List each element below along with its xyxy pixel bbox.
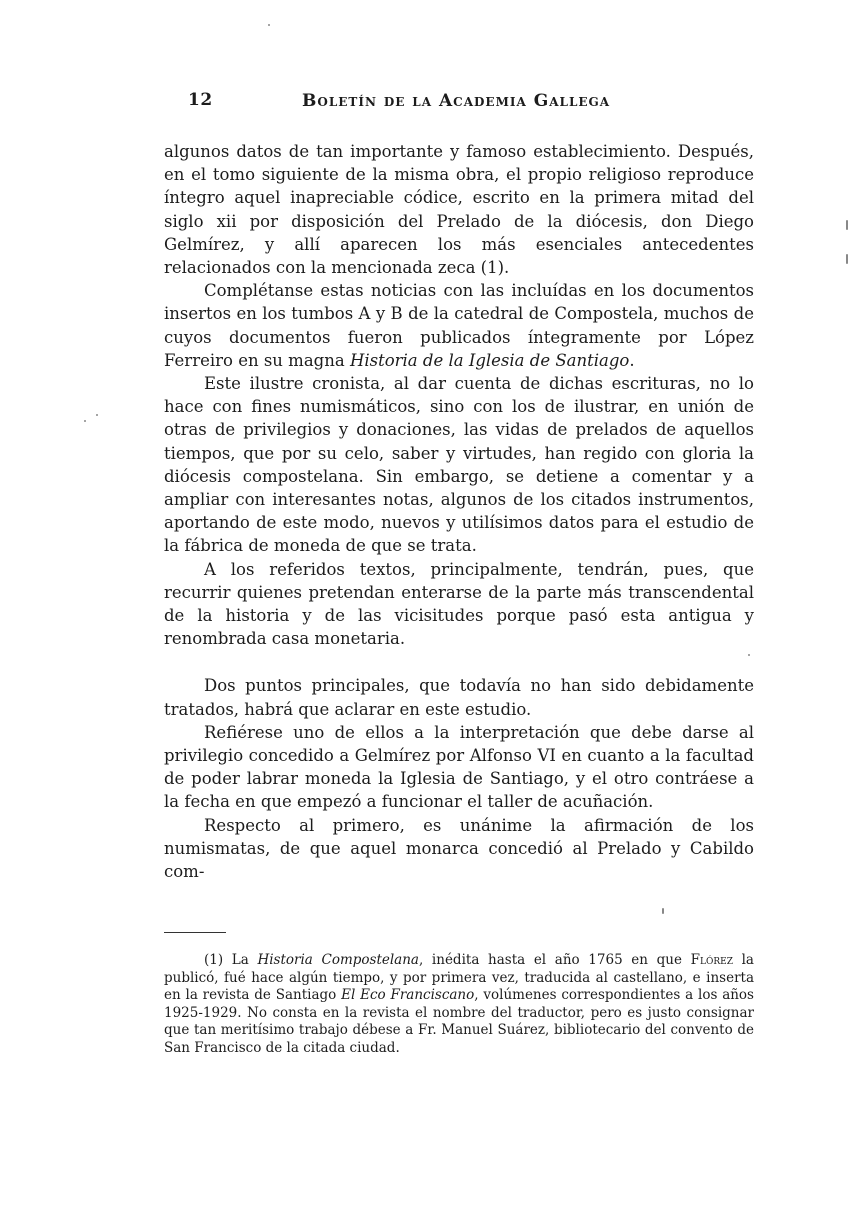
footnote-text: La: [223, 952, 258, 968]
paragraph-2: [164, 279, 754, 372]
footnotes: [164, 952, 754, 1058]
body-text: [164, 140, 754, 883]
scan-speck: [268, 24, 270, 26]
footnote-marker: (1): [204, 952, 224, 968]
scan-speck: [96, 414, 98, 416]
footnote-text: , inédita hasta el año 1765 en que: [418, 952, 691, 968]
paragraph-3: Este ilustre cronista, al dar cuenta de dichas escrituras, no lo hace con fines numismáticos, sino con los de ilustrar, en unión de otras de privilegios y donaciones, las vidas de prelados de aquellos tiempos, que por su celo, saber y virtudes, han regido con gloria la diócesis compostelana. Sin embargo, se detiene a comentar y a ampliar con interesantes notas, algunos de los citados instrumentos, aportando de este modo, nuevos y utilísimos datos para el estudio de la fábrica de moneda de que se trata.: [164, 374, 754, 556]
italic-title-historia-iglesia: Historia de la Iglesia de Santiago: [349, 350, 630, 370]
scan-speck: [84, 420, 86, 422]
paragraph-7: Respecto al primero, es unánime la afirmación de los numismatas, de que aquel monarca concedió al Prelado y Cabildo com-: [164, 815, 754, 882]
paragraph-2-end: .: [629, 350, 635, 370]
running-title: Boletín de la Academia Gallega: [302, 91, 611, 111]
page-header: [180, 88, 760, 116]
footnote-text: la publicó, fué hace algún tiempo, y por primera vez, traducida al castellano, e inserta en la revista de Santiago: [164, 952, 754, 1004]
footnote-italic-historia-compostelana: Historia Compostelana: [257, 952, 419, 968]
scan-speck: [748, 654, 750, 656]
section-gap: [164, 650, 754, 674]
footnote-author-florez: Flórez: [690, 952, 733, 968]
paragraph-1: algunos datos de tan importante y famoso establecimiento. Después, en el tomo siguiente de la misma obra, el propio religioso reproduce íntegro aquel inapreciable códice, escrito en la primera mitad del siglo xii por disposición del Prelado de la diócesis, don Diego Gelmírez, y allí aparecen los más esenciales antecedentes relacionados con la mencionada zeca (1).: [164, 142, 754, 278]
footnote-text: , volúmenes correspondientes a los años 1925-1929. No consta en la revista el nombre del traductor, pero es justo consignar que tan meritísimo trabajo débese a Fr. Manuel Suárez, bibliotecario del convento de San Francisco de la citada ciudad.: [164, 987, 754, 1056]
paragraph-6: Refiérese uno de ellos a la interpretación que debe darse al privilegio concedido a Gelmírez por Alfonso VI en cuanto a la facultad de poder labrar moneda la Iglesia de Santiago, y el otro contráese a la fecha en que empezó a funcionar el taller de acuñación.: [164, 722, 754, 812]
scan-speck: [846, 220, 848, 230]
page-number: 12: [188, 90, 213, 110]
footnote-1: [164, 952, 754, 1058]
footnote-italic-eco-franciscano: El Eco Franciscano: [341, 987, 475, 1004]
paragraph-2-text: Complétanse estas noticias con las incluídas en los documentos insertos en los tumbos A y B de la catedral de Compostela, muchos de cuyos documentos fueron publicados íntegramente por López Ferreiro en su magna: [164, 281, 754, 370]
paragraph-4: A los referidos textos, principalmente, tendrán, pues, que recurrir quienes pretendan enterarse de la parte más transcendental de la historia y de las vicisitudes porque pasó esta antigua y renombrada casa monetaria.: [164, 559, 754, 649]
scan-speck: [662, 908, 664, 914]
paragraph-5: Dos puntos principales, que todavía no han sido debidamente tratados, habrá que aclarar en este estudio.: [164, 676, 754, 719]
footnote-divider: [164, 932, 226, 933]
scan-speck: [846, 254, 848, 264]
